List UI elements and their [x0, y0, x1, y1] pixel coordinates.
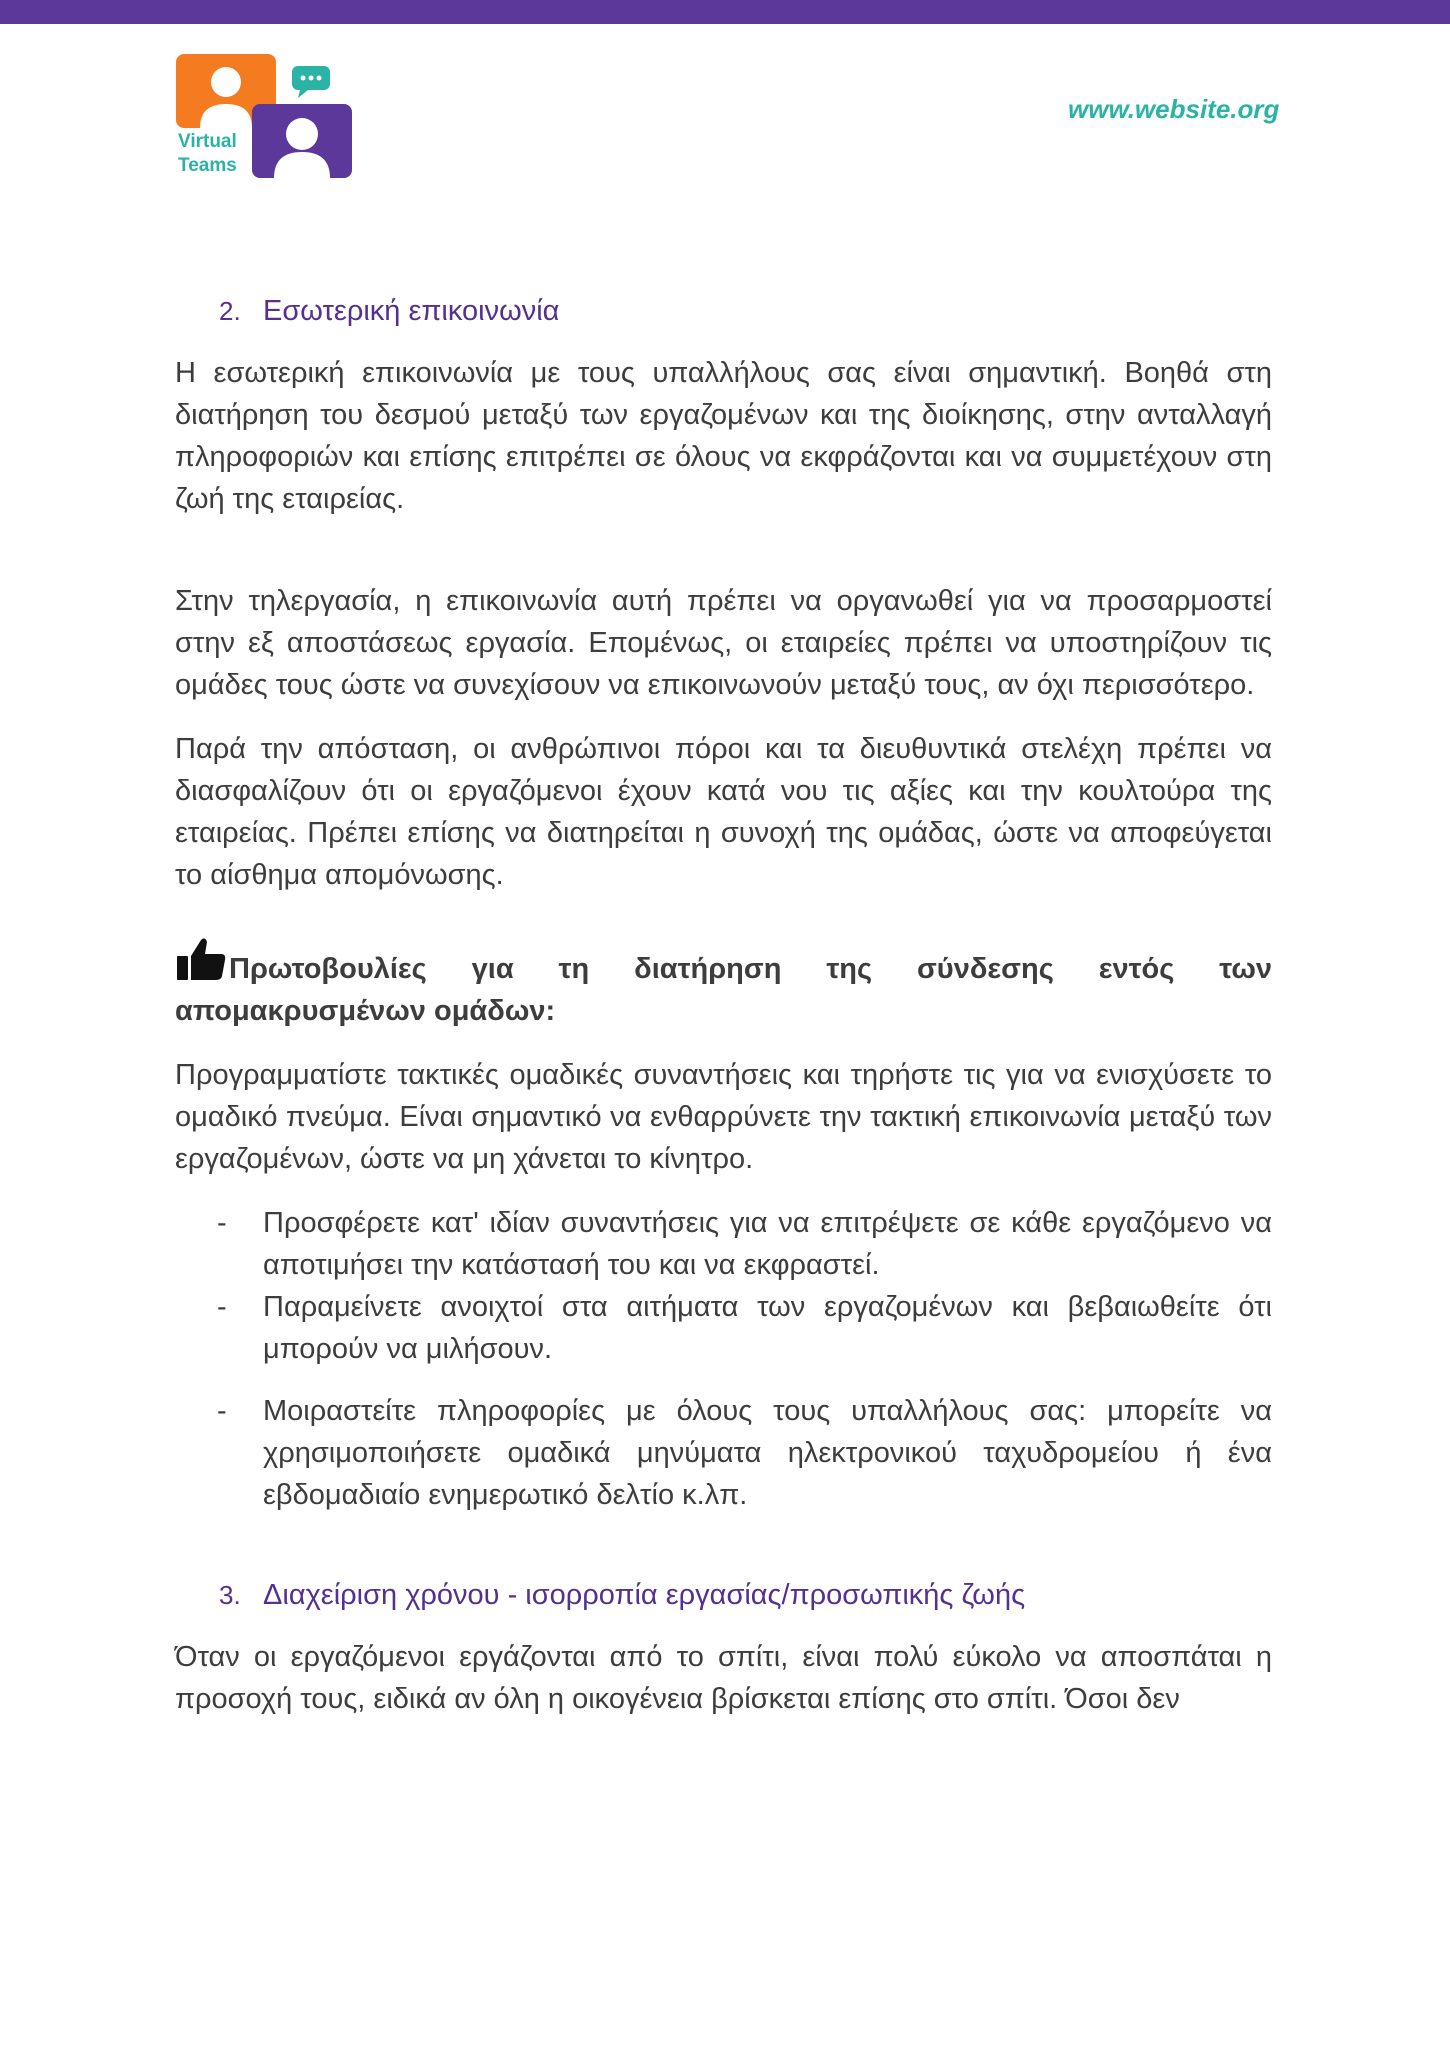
thumbs-up-icon — [175, 936, 227, 982]
section-3-number: 3. — [219, 1580, 241, 1610]
logo-line-2: Teams — [178, 155, 237, 176]
document-body — [175, 292, 1272, 1720]
list-item-text: Παραμείνετε ανοιχτοί στα αιτήματα των εργαζομένων και βεβαιωθείτε ότι μπορούν να μιλήσουν. — [263, 1291, 1272, 1365]
list-item — [175, 1202, 1272, 1286]
initiatives-heading — [175, 936, 1272, 1032]
bullet-dash: - — [217, 1395, 227, 1427]
section-2-heading — [219, 292, 1272, 330]
logo-line-1: Virtual — [178, 131, 237, 152]
logo-wordmark — [178, 130, 237, 178]
section-2-paragraph-3: Παρά την απόσταση, οι ανθρώπινοι πόροι και τα διευθυντικά στελέχη πρέπει να διασφαλίζουν ότι οι εργαζόμενοι έχουν κατά νου τις αξίες και την κουλτούρα της εταιρείας. Πρέπει επίσης να διατηρείται η συνοχή της ομάδας, ώστε να αποφεύγεται το αίσθημα απομόνωσης. — [175, 733, 1272, 891]
section-3-title: Διαχείριση χρόνου - ισορροπία εργασίας/προσωπικής ζωής — [263, 1579, 1026, 1611]
virtual-teams-logo — [176, 52, 356, 182]
top-accent-bar — [0, 0, 1450, 24]
section-3-heading — [219, 1576, 1272, 1614]
bullet-dash: - — [217, 1207, 227, 1239]
website-url[interactable]: www.website.org — [1068, 94, 1280, 124]
list-item-text: Μοιραστείτε πληροφορίες με όλους τους υπαλλήλους σας: μπορείτε να χρησιμοποιήσετε ομαδικά μηνύματα ηλεκτρονικού ταχυδρομείου ή ένα εβδομαδιαίο ενημερωτικό δελτίο κ.λπ. — [263, 1395, 1272, 1511]
section-2-paragraph-2: Στην τηλεργασία, η επικοινωνία αυτή πρέπει να οργανωθεί για να προσαρμοστεί στην εξ αποστάσεως εργασία. Επομένως, οι εταιρείες πρέπει να υποστηρίζουν τις ομάδες τους ώστε να συνεχίσουν να επικοινωνούν μεταξύ τους, αν όχι περισσότερο. — [175, 585, 1272, 701]
initiatives-title: Πρωτοβουλίες για τη διατήρηση της σύνδεσης εντός των απομακρυσμένων ομάδων: — [175, 953, 1272, 1027]
initiatives-intro: Προγραμματίστε τακτικές ομαδικές συναντήσεις και τηρήστε τις για να ενισχύσετε το ομαδικό πνεύμα. Είναι σημαντικό να ενθαρρύνετε την τακτική επικοινωνία μεταξύ των εργαζομένων, ώστε να μη χάνεται το κίνητρο. — [175, 1059, 1272, 1175]
list-item-text: Προσφέρετε κατ' ιδίαν συναντήσεις για να επιτρέψετε σε κάθε εργαζόμενο να αποτιμήσει την κατάστασή του και να εκφραστεί. — [263, 1207, 1272, 1281]
section-2-title: Εσωτερική επικοινωνία — [263, 295, 560, 327]
section-2-number: 2. — [219, 296, 241, 326]
bullet-dash: - — [217, 1291, 227, 1323]
section-2-paragraph-1: Η εσωτερική επικοινωνία με τους υπαλλήλους σας είναι σημαντική. Βοηθά στη διατήρηση του δεσμού μεταξύ των εργαζομένων και της διοίκησης, στην ανταλλαγή πληροφοριών και επίσης επιτρέπει σε όλους να εκφράζονται και να συμμετέχουν στη ζωή της εταιρείας. — [175, 357, 1272, 515]
section-3-paragraph: Όταν οι εργαζόμενοι εργάζονται από το σπίτι, είναι πολύ εύκολο να αποσπάται η προσοχή τους, ειδικά αν όλη η οικογένεια βρίσκεται επίσης στο σπίτι. Όσοι δεν — [175, 1641, 1272, 1715]
initiatives-list — [175, 1202, 1272, 1516]
list-item — [175, 1286, 1272, 1370]
list-item — [175, 1390, 1272, 1516]
